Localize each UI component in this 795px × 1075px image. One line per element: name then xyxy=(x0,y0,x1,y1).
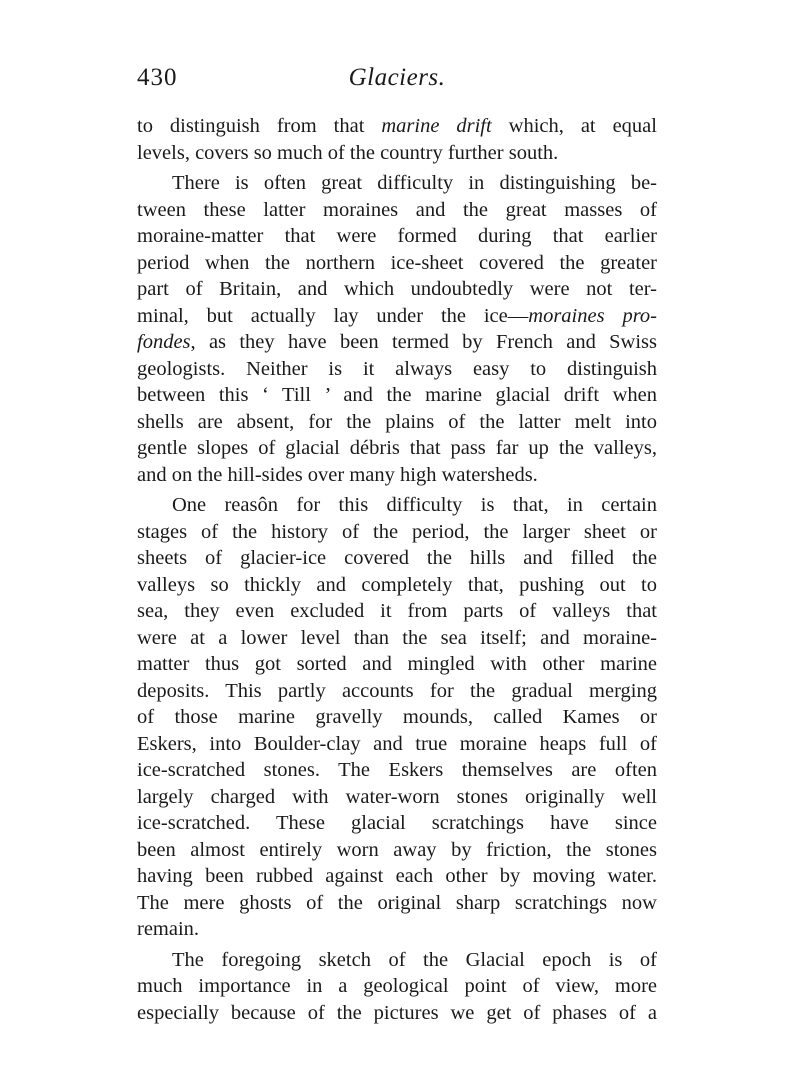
line-text: minal, but actually lay under the ice— xyxy=(137,304,529,327)
text-line xyxy=(137,329,657,356)
line-text: been almost entirely worn away by friction, the stones xyxy=(137,838,657,861)
text-line xyxy=(137,170,657,197)
text-line xyxy=(137,113,657,140)
text-line xyxy=(137,678,657,705)
line-text: ice-scratched stones. The Eskers themselves are often xyxy=(137,759,657,781)
line-text: which, at equal xyxy=(491,115,657,137)
text-line xyxy=(137,757,657,784)
line-text: valleys so thickly and completely that, pushing out to xyxy=(137,573,657,596)
text-line xyxy=(137,250,657,277)
running-head: Glaciers. xyxy=(348,64,446,91)
text-line xyxy=(137,890,657,917)
line-text: matter thus got sorted and mingled with other marine xyxy=(137,653,657,675)
text-line xyxy=(137,276,657,303)
text-line xyxy=(137,303,657,330)
line-text: levels, covers so much of the country further south. xyxy=(137,141,559,164)
text-line xyxy=(137,197,657,224)
line-text: having been rubbed against each other by moving water. xyxy=(137,865,657,887)
line-text: shells are absent, for the plains of the latter melt into xyxy=(137,410,657,433)
text-line xyxy=(137,731,657,758)
line-text: sheets of glacier-ice covered the hills and filled the xyxy=(137,547,657,569)
italic-text: marine drift xyxy=(381,115,492,137)
text-line xyxy=(137,492,657,519)
text-line xyxy=(137,784,657,811)
text-line xyxy=(137,916,657,943)
line-text: stages of the history of the period, the larger sheet or xyxy=(137,520,657,543)
text-line xyxy=(137,973,657,1000)
line-text: geologists. Neither is it always easy to distinguish xyxy=(137,357,657,380)
text-line xyxy=(137,545,657,572)
text-line xyxy=(137,651,657,678)
text-line xyxy=(137,140,657,167)
text-line xyxy=(137,704,657,731)
body-text xyxy=(137,113,657,1026)
line-text: were at a lower level than the sea itself; and moraine- xyxy=(137,626,657,649)
line-text: gentle slopes of glacial débris that pass far up the valleys, xyxy=(137,437,657,459)
text-line xyxy=(137,598,657,625)
line-text: One reasôn for this difficulty is that, in certain xyxy=(172,494,657,516)
line-text: to distinguish from that xyxy=(137,115,382,137)
line-text: The mere ghosts of the original sharp scratchings now xyxy=(137,891,657,914)
line-text: largely charged with water-worn stones originally well xyxy=(137,785,657,808)
text-line xyxy=(137,810,657,837)
text-line xyxy=(137,947,657,974)
text-line xyxy=(137,223,657,250)
line-text: ice-scratched. These glacial scratchings have since xyxy=(137,812,657,834)
line-text: moraine-matter that were formed during that earlier xyxy=(137,225,657,247)
italic-text: fondes xyxy=(137,331,191,353)
line-text: , as they have been termed by French and Swiss xyxy=(190,331,657,353)
page-header xyxy=(137,64,657,98)
line-text: Eskers, into Boulder-clay and true moraine heaps full of xyxy=(137,732,657,755)
line-text: especially because of the pictures we get of phases of a xyxy=(137,1001,657,1024)
line-text: part of Britain, and which undoubtedly were not ter- xyxy=(137,278,657,300)
line-text: of those marine gravelly mounds, called Kames or xyxy=(137,706,657,728)
line-text: tween these latter moraines and the great masses of xyxy=(137,198,657,221)
line-text: The foregoing sketch of the Glacial epoch is of xyxy=(172,948,657,971)
line-text: There is often great difficulty in distinguishing be- xyxy=(172,172,657,194)
line-text: deposits. This partly accounts for the gradual merging xyxy=(137,679,657,702)
text-line xyxy=(137,356,657,383)
line-text: between this ‘ Till ’ and the marine glacial drift when xyxy=(137,384,657,406)
text-line xyxy=(137,863,657,890)
line-text: period when the northern ice-sheet covered the greater xyxy=(137,251,657,274)
text-line xyxy=(137,1000,657,1027)
line-text: and on the hill-sides over many high watersheds. xyxy=(137,463,538,486)
page-number: 430 xyxy=(137,64,178,91)
line-text: remain. xyxy=(137,918,200,940)
line-text: sea, they even excluded it from parts of valleys that xyxy=(137,600,657,622)
text-line xyxy=(137,409,657,436)
text-line xyxy=(137,382,657,409)
text-line xyxy=(137,625,657,652)
text-line xyxy=(137,435,657,462)
line-text: much importance in a geological point of view, more xyxy=(137,975,657,997)
text-line xyxy=(137,462,657,489)
text-line xyxy=(137,572,657,599)
italic-text: moraines pro- xyxy=(528,304,657,327)
text-line xyxy=(137,837,657,864)
text-line xyxy=(137,519,657,546)
